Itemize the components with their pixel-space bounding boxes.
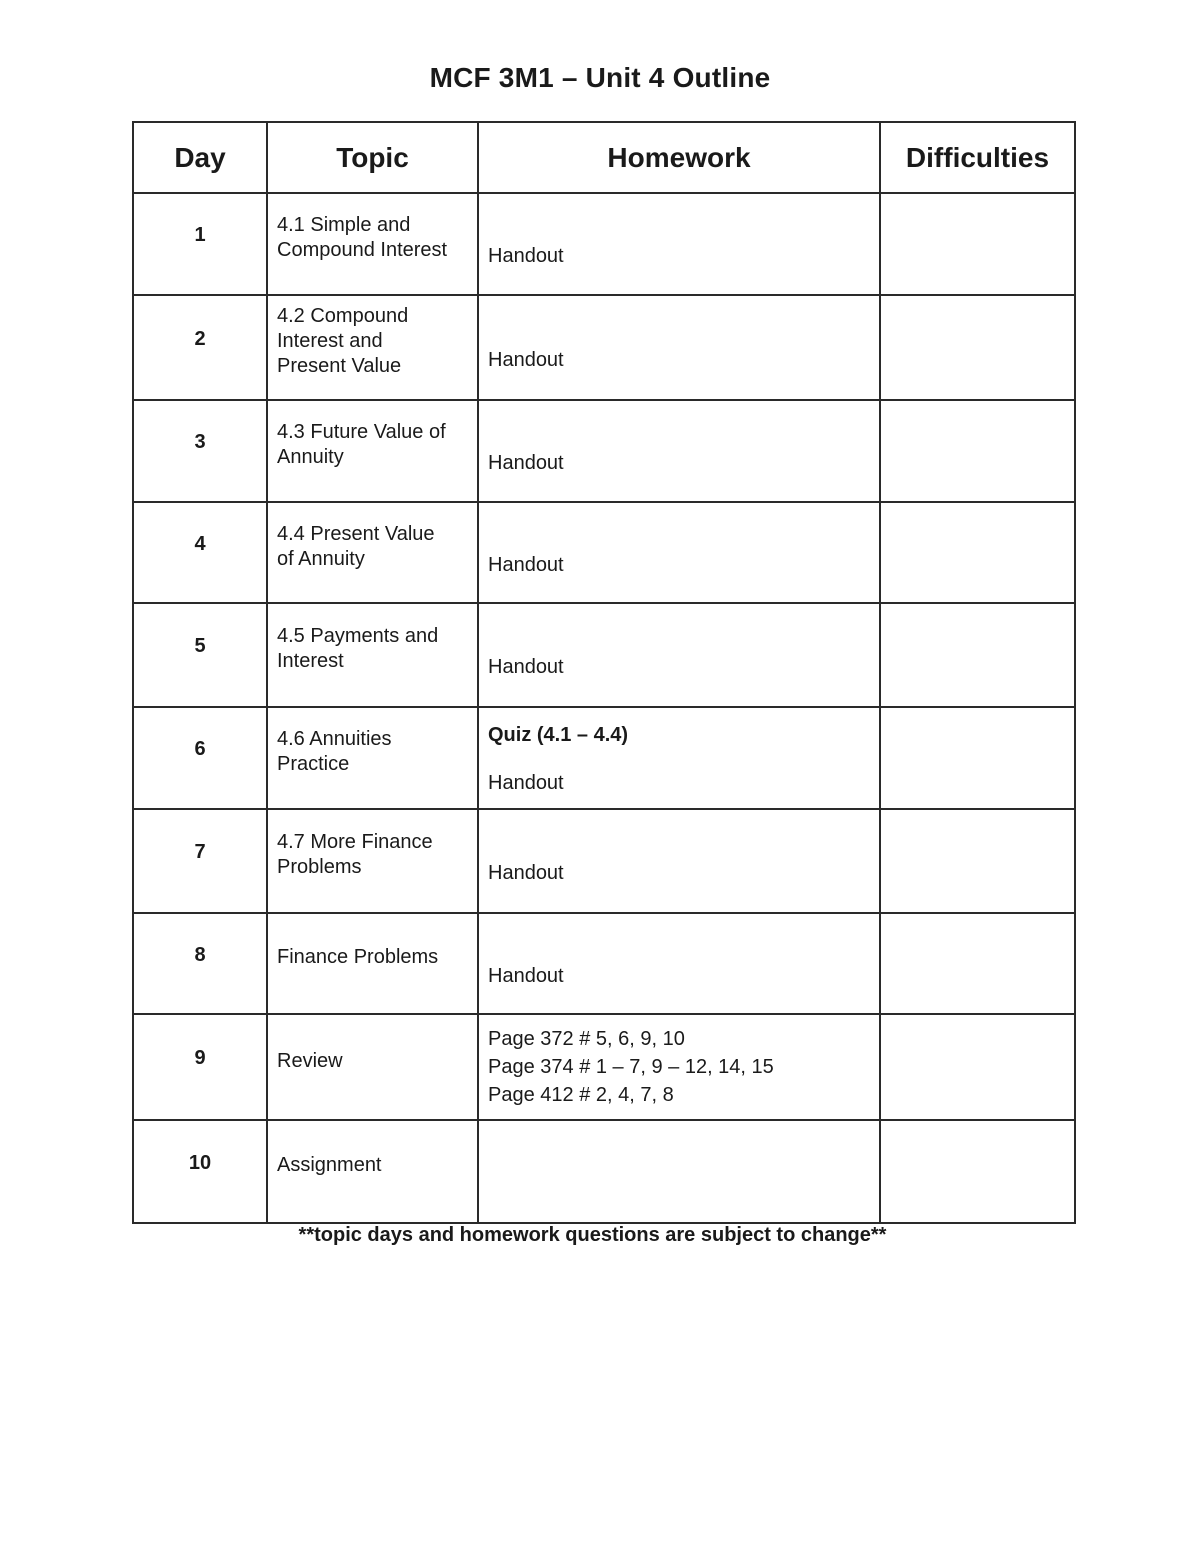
homework-line: Handout: [488, 348, 564, 371]
topic-line: Assignment: [277, 1154, 382, 1176]
table-row: [133, 295, 1075, 400]
difficulties-cell: [880, 1120, 1075, 1223]
homework-cell: [478, 1120, 880, 1223]
column-header-topic: Topic: [267, 122, 478, 193]
day-cell: 5: [133, 603, 267, 707]
difficulties-cell: [880, 603, 1075, 707]
topic-line: Compound Interest: [277, 239, 448, 261]
topic-line: of Annuity: [277, 547, 365, 570]
day-cell: 4: [133, 502, 267, 603]
topic-cell: [267, 1014, 478, 1120]
topic-line: Annuity: [277, 446, 344, 468]
topic-line: Present Value: [277, 355, 402, 377]
topic-line: Interest and: [277, 330, 383, 352]
homework-line: Page 372 # 5, 6, 9, 10: [488, 1028, 685, 1050]
column-header-difficulties: Difficulties: [880, 122, 1075, 193]
difficulties-cell: [880, 193, 1075, 295]
day-cell: 6: [133, 707, 267, 809]
homework-cell: [478, 603, 880, 707]
difficulties-cell: [880, 809, 1075, 913]
table-row: [133, 809, 1075, 913]
quiz-label: Quiz (4.1 – 4.4): [488, 724, 629, 746]
unit-outline-table: [132, 121, 1076, 1224]
topic-cell: [267, 603, 478, 707]
homework-cell: [478, 707, 880, 809]
day-cell: 2: [133, 295, 267, 400]
homework-line: Handout: [488, 245, 564, 267]
table-row: [133, 603, 1075, 707]
homework-line: Handout: [488, 452, 564, 474]
table-body: [133, 193, 1075, 1223]
topic-line: Review: [277, 1049, 343, 1072]
homework-line: Page 412 # 2, 4, 7, 8: [488, 1084, 674, 1106]
topic-cell: [267, 707, 478, 809]
table-row: [133, 193, 1075, 295]
day-cell: 7: [133, 809, 267, 913]
topic-line: Practice: [277, 753, 350, 775]
topic-cell: [267, 809, 478, 913]
homework-cell: [478, 913, 880, 1014]
homework-cell: [478, 193, 880, 295]
topic-line: 4.1 Simple and: [277, 214, 411, 236]
difficulties-cell: [880, 502, 1075, 603]
difficulties-cell: [880, 913, 1075, 1014]
table-row: [133, 707, 1075, 809]
homework-cell: [478, 295, 880, 400]
topic-cell: [267, 502, 478, 603]
topic-line: 4.2 Compound: [277, 305, 409, 327]
table-row: [133, 1014, 1075, 1120]
topic-line: 4.4 Present Value: [277, 522, 435, 545]
homework-line: Handout: [488, 772, 564, 794]
homework-line: Handout: [488, 656, 564, 678]
topic-line: Finance Problems: [277, 946, 439, 968]
topic-cell: [267, 1120, 478, 1223]
table-row: [133, 400, 1075, 502]
homework-cell: [478, 502, 880, 603]
column-header-homework: Homework: [478, 122, 880, 193]
topic-line: 4.5 Payments and: [277, 625, 439, 647]
table-header-row: [133, 122, 1075, 193]
topic-line: Interest: [277, 650, 344, 672]
day-cell: 9: [133, 1014, 267, 1120]
homework-line: Handout: [488, 862, 564, 884]
day-cell: 10: [133, 1120, 267, 1223]
table-row: [133, 913, 1075, 1014]
table-row: [133, 1120, 1075, 1223]
homework-cell: [478, 809, 880, 913]
topic-cell: [267, 400, 478, 502]
difficulties-cell: [880, 1014, 1075, 1120]
day-cell: 1: [133, 193, 267, 295]
topic-line: Problems: [277, 856, 362, 878]
footnote: **topic days and homework questions are subject to change**: [298, 1224, 887, 1246]
homework-cell: [478, 1014, 880, 1120]
topic-cell: [267, 295, 478, 400]
day-cell: 8: [133, 913, 267, 1014]
topic-cell: [267, 913, 478, 1014]
difficulties-cell: [880, 295, 1075, 400]
topic-line: 4.6 Annuities: [277, 728, 392, 750]
page-title: MCF 3M1 – Unit 4 Outline: [429, 62, 771, 93]
column-header-day: Day: [133, 122, 267, 193]
homework-cell: [478, 400, 880, 502]
difficulties-cell: [880, 707, 1075, 809]
topic-line: 4.3 Future Value of: [277, 421, 446, 443]
table-row: [133, 502, 1075, 603]
day-cell: 3: [133, 400, 267, 502]
homework-line: Page 374 # 1 – 7, 9 – 12, 14, 15: [488, 1056, 774, 1078]
topic-cell: [267, 193, 478, 295]
difficulties-cell: [880, 400, 1075, 502]
homework-line: Handout: [488, 964, 564, 987]
homework-line: Handout: [488, 553, 564, 576]
topic-line: 4.7 More Finance: [277, 831, 433, 853]
